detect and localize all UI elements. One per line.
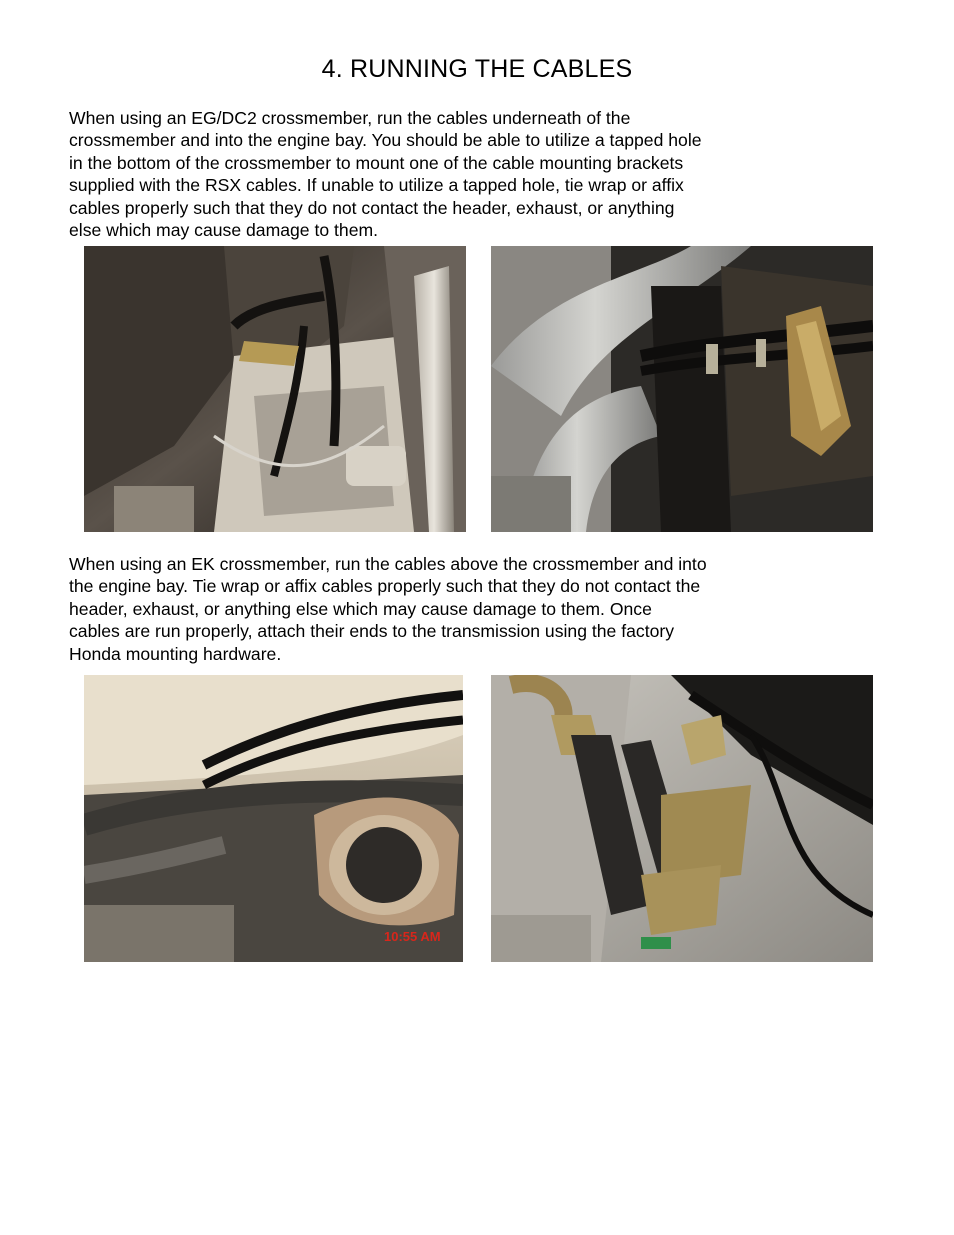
paragraph-eg-dc2: When using an EG/DC2 crossmember, run the cables underneath of the crossmember and into the engine bay. You should be able to utilize a tapped hole in the bottom of the crossmember to mount one of the cable mounting brackets supplied with the RSX cables. If unable to utilize a tapped hole, tie wrap or affix cables properly such that they do not contact the header, exhaust, or anything else which may cause damage to them.	[69, 108, 702, 241]
photo-eg-crossmember-cables	[491, 246, 873, 532]
photo-ek-crossmember-exhaust	[84, 675, 463, 962]
paragraph-ek: When using an EK crossmember, run the cables above the crossmember and into the engine bay. Tie wrap or affix cables properly such that they do not contact the header, exhaust, or anything else which may cause damage to them. Once cables are run properly, attach their ends to the transmission using the factory Honda mounting hardware.	[69, 554, 707, 664]
page-title: 4. RUNNING THE CABLES	[321, 55, 633, 83]
photo-eg-crossmember-bracket	[84, 246, 466, 532]
photo-transmission-cable-ends	[491, 675, 873, 962]
svg-text:10:55 AM: 10:55 AM	[384, 929, 441, 944]
